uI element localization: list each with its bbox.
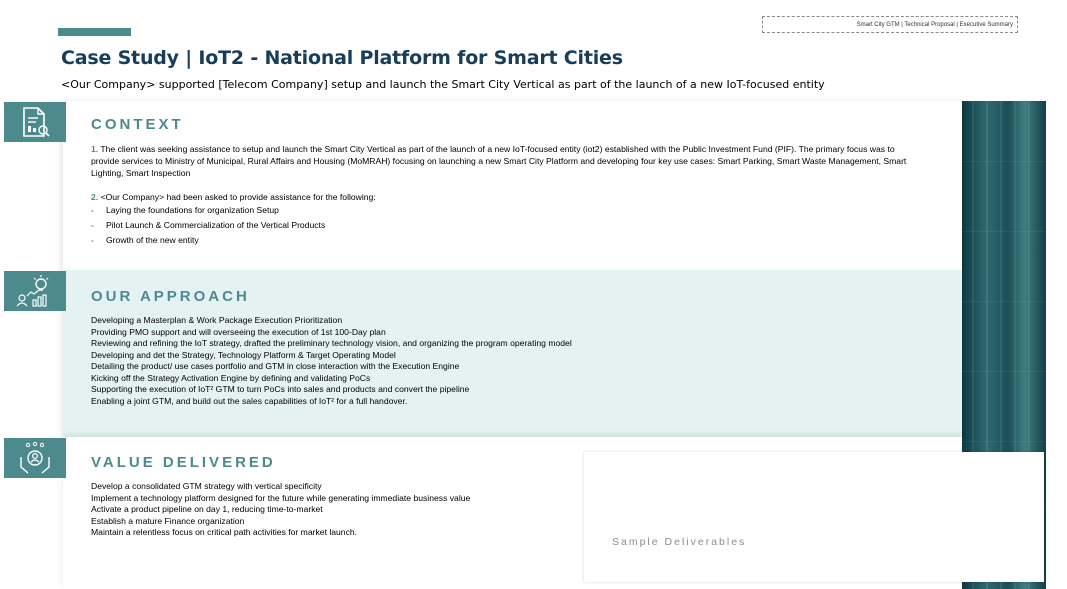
context-para2-text: <Our Company> had been asked to provide assistance for the following: xyxy=(100,192,376,202)
list-item: Activate a product pipeline on day 1, reducing time-to-market xyxy=(91,504,323,514)
approach-icon-tab xyxy=(4,271,66,311)
header-tag: Smart City GTM | Technical Proposal | Executive Summary xyxy=(762,16,1018,33)
context-heading: CONTEXT xyxy=(91,116,184,133)
list-item: - Growth of the new entity xyxy=(91,233,911,248)
list-item: Maintain a relentless focus on critical path activities for market launch. xyxy=(91,527,358,537)
top-accent-bar xyxy=(58,28,131,36)
value-icon-tab xyxy=(4,438,66,478)
document-chart-icon xyxy=(20,106,50,138)
value-heading: VALUE DELIVERED xyxy=(91,454,276,471)
list-item: - Pilot Launch & Commercialization of the Vertical Products xyxy=(91,218,911,233)
sample-deliverables-label: Sample Deliverables xyxy=(612,536,747,548)
list-item: Establish a mature Finance organization xyxy=(91,515,245,526)
context-para1-text: The client was seeking assistance to setup and launch the Smart City Vertical as part of the launch of a new IoT-focused entity (iot2) established with the Public Investment Fund (PIF). The primary focus was to provide services to Ministry of Municipal, Rural Affairs and Housing (MoMRAH) focusing on launching a new Smart City Platform and developing four key use cases: Smart Parking, Smart Waste Management, Smart Lighting, Smart Inspection xyxy=(91,144,907,178)
value-list xyxy=(91,481,470,539)
list-item: Develop a consolidated GTM strategy with vertical specificity xyxy=(91,481,322,491)
context-paragraph-2 xyxy=(91,191,911,203)
page-title: Case Study | IoT2 - National Platform for Smart Cities xyxy=(61,47,623,69)
list-item: Developing and det the Strategy, Technology Platform & Target Operating Model xyxy=(91,349,396,360)
list-item: Detailing the product/ use cases portfolio and GTM in close interaction with the Execution Engine xyxy=(91,361,460,371)
page-subtitle: <Our Company> supported [Telecom Company] setup and launch the Smart City Vertical as part of the launch of a new IoT-focused entity xyxy=(61,78,825,91)
list-item: Kicking off the Strategy Activation Engine by defining and validating PoCs xyxy=(91,372,371,383)
approach-heading: OUR APPROACH xyxy=(91,288,250,305)
lightbulb-growth-icon xyxy=(15,274,55,308)
list-item: Providing PMO support and will overseeing the execution of 1st 100-Day plan xyxy=(91,326,386,337)
context-paragraph-1 xyxy=(91,143,911,179)
approach-list xyxy=(91,315,572,407)
context-para1-number: 1. xyxy=(91,144,99,154)
list-item: Developing a Masterplan & Work Package Execution Prioritization xyxy=(91,315,343,325)
list-item: Reviewing and refining the IoT strategy, drafted the preliminary technology vision, and organizing the program operating model xyxy=(91,338,572,348)
context-icon-tab xyxy=(4,102,66,142)
list-item: Implement a technology platform designed for the future while generating immediate business value xyxy=(91,492,471,503)
sample-deliverables-box xyxy=(584,452,1044,582)
context-body xyxy=(91,143,911,248)
list-item: - Laying the foundations for organization Setup xyxy=(91,203,911,218)
list-item: Enabling a joint GTM, and build out the sales capabilities of IoT² for a full handover. xyxy=(91,395,408,406)
hands-person-icon xyxy=(18,441,52,475)
context-para2-number: 2. xyxy=(91,192,99,202)
context-bullet-list xyxy=(91,203,911,248)
list-item: Supporting the execution of IoT² GTM to turn PoCs into sales and products and convert the pipeline xyxy=(91,384,470,394)
